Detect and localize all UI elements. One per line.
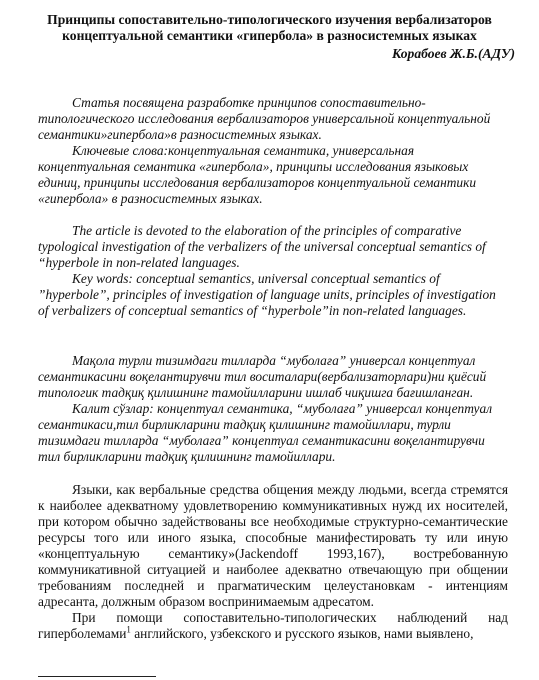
paper-title xyxy=(20,12,519,44)
english-keywords: Key words: conceptual semantics, universal conceptual semantics of ”hyperbole”, principles of investigation of language units, principles of investigation of verbalizers of conceptual semantics of “hyperbole”in non-related languages. xyxy=(38,271,496,318)
body-paragraph-1: Языки, как вербальные средства общения между людьми, всегда стремятся к наиболее адекватному удовлетворению коммуникативных нужд их носителей, при котором обычно задействованы все необходимые структурно-семантические ресурсы того или иного языка, способные манифестировать ту или иную «концептуальную семантику»(Jackendoff 1993,167), востребованную коммуникативной ситуацией и наиболее адекватно отвечающую при общении требованиям последней и прагматическим целеустановкам - интенциям адресанта, должным образом воспринимаемым адресатом. xyxy=(38,482,508,609)
russian-abstract xyxy=(38,95,508,207)
russian-abstract-text: Статья посвящена разработке принципов сопоставительно-типологического исследования вербализаторов универсальной концептуальной семантики»гипербола»в разносистемных языках. xyxy=(38,95,491,142)
author-line: Корабоев Ж.Б.(АДУ) xyxy=(392,46,515,61)
body-paragraph-2-start: При помощи сопоставительно-типологических наблюдений над гиперболемами xyxy=(38,610,508,641)
footnote-marker: 1 xyxy=(126,624,131,635)
uzbek-abstract-text: Мақола турли тизимдаги тилларда “муболағa” универсал концептуал семантикасини воқелантирувчи тил воситалари(вербализаторлари)ни қиёсий типологик тадқиқ қилишнинг тамойилларини ишлаб чиқишга бағишланган. xyxy=(38,353,487,400)
english-abstract xyxy=(38,223,508,319)
footnote-separator xyxy=(38,676,156,677)
body-paragraph-2 xyxy=(38,610,508,642)
main-body xyxy=(38,482,508,642)
title-line-2: концептуальной семантики «гипербола» в разносистемных языках xyxy=(62,28,477,43)
title-line-1: Принципы сопоставительно-типологического изучения вербализаторов xyxy=(47,12,492,27)
uzbek-abstract xyxy=(38,353,508,465)
uzbek-keywords: Калит сўзлар: концептуал семантика, “муболаға” универсал концептуал семантикаси,тил бирликларини тадқиқ қилишнинг тамойиллари, турли тизимдаги тилларда “муболаға” концептуал семантикасини воқелантирувчи тил бирликларини тадқиқ қилишнинг тамойиллари. xyxy=(38,401,493,464)
english-abstract-text: The article is devoted to the elaboration of the principles of comparative typological investigation of the verbalizers of the universal conceptual semantics of “hyperbole in non-related languages. xyxy=(38,223,486,270)
russian-keywords: Ключевые слова:концептуальная семантика, универсальная концептуальная семантика «гипербола», принципы исследования языковых единиц, принципы исследования вербализаторов концептуальной семантики «гипербола» в разносистемных языках. xyxy=(38,143,477,206)
body-paragraph-2-end: английского, узбекского и русского языков, нами выявлено, xyxy=(130,626,474,641)
